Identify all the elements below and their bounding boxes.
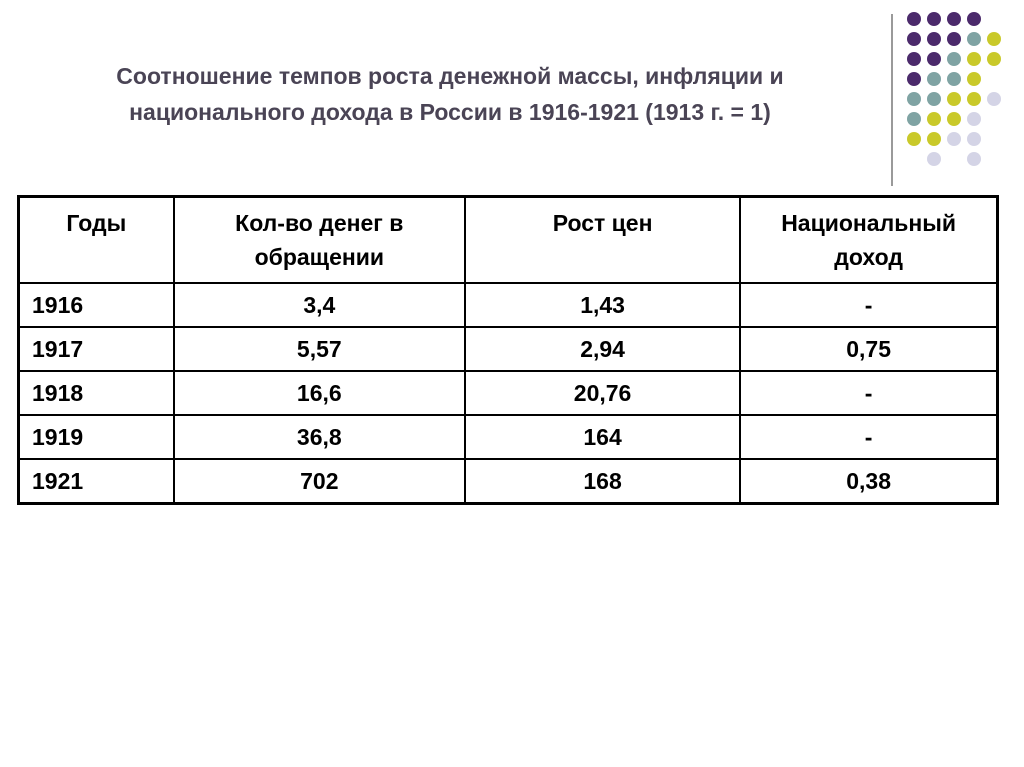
decorative-dot — [987, 32, 1001, 46]
cell-prices: 20,76 — [465, 371, 740, 415]
cell-prices: 1,43 — [465, 283, 740, 327]
decorative-dot — [927, 132, 941, 146]
table-row — [19, 371, 998, 415]
cell-money: 702 — [174, 459, 465, 504]
decorative-dot — [907, 132, 921, 146]
header-price-growth: Рост цен — [465, 197, 740, 284]
table-header-row — [19, 197, 998, 284]
cell-prices: 168 — [465, 459, 740, 504]
decorative-dot — [907, 32, 921, 46]
decorative-dot — [947, 112, 961, 126]
decorative-dot — [947, 52, 961, 66]
decorative-dot — [967, 12, 981, 26]
decorative-dot — [907, 92, 921, 106]
decorative-dot — [927, 92, 941, 106]
cell-money: 3,4 — [174, 283, 465, 327]
decorative-dot — [907, 12, 921, 26]
cell-year: 1918 — [19, 371, 174, 415]
cell-year: 1921 — [19, 459, 174, 504]
cell-income: 0,38 — [740, 459, 997, 504]
decorative-dot-grid — [907, 12, 1017, 172]
cell-income: - — [740, 415, 997, 459]
decorative-dot — [967, 112, 981, 126]
decorative-dot — [927, 12, 941, 26]
decorative-dot — [947, 92, 961, 106]
cell-year: 1916 — [19, 283, 174, 327]
decorative-dot — [987, 92, 1001, 106]
decorative-dot — [907, 52, 921, 66]
decorative-dot — [907, 112, 921, 126]
decorative-dot — [947, 32, 961, 46]
decorative-dot — [967, 92, 981, 106]
cell-income: 0,75 — [740, 327, 997, 371]
decorative-dot — [947, 132, 961, 146]
data-table — [17, 195, 999, 505]
title-line-1: Соотношение темпов роста денежной массы, инфляции и — [116, 63, 784, 89]
cell-prices: 2,94 — [465, 327, 740, 371]
page-title — [20, 58, 880, 130]
cell-year: 1917 — [19, 327, 174, 371]
cell-income: - — [740, 283, 997, 327]
header-money-supply: Кол-во денег в обращении — [174, 197, 465, 284]
cell-money: 5,57 — [174, 327, 465, 371]
decorative-dot — [987, 52, 1001, 66]
decorative-dot — [927, 52, 941, 66]
decorative-dot — [967, 132, 981, 146]
title-line-2: национального дохода в России в 1916-1921 (1913 г. = 1) — [129, 99, 771, 125]
decorative-dot — [967, 72, 981, 86]
decorative-dot — [967, 152, 981, 166]
decorative-dot — [907, 72, 921, 86]
decorative-dot — [967, 32, 981, 46]
decorative-dot — [947, 72, 961, 86]
cell-income: - — [740, 371, 997, 415]
decorative-dot — [947, 12, 961, 26]
decorative-dot — [967, 52, 981, 66]
decorative-dot — [927, 32, 941, 46]
table-row — [19, 327, 998, 371]
header-national-income: Национальный доход — [740, 197, 997, 284]
decorative-dot — [927, 112, 941, 126]
decorative-dot — [927, 152, 941, 166]
cell-money: 36,8 — [174, 415, 465, 459]
decorative-dot — [927, 72, 941, 86]
cell-year: 1919 — [19, 415, 174, 459]
cell-money: 16,6 — [174, 371, 465, 415]
table-row — [19, 283, 998, 327]
vertical-divider — [891, 14, 893, 186]
cell-prices: 164 — [465, 415, 740, 459]
table-row — [19, 459, 998, 504]
header-years: Годы — [19, 197, 174, 284]
table-row — [19, 415, 998, 459]
